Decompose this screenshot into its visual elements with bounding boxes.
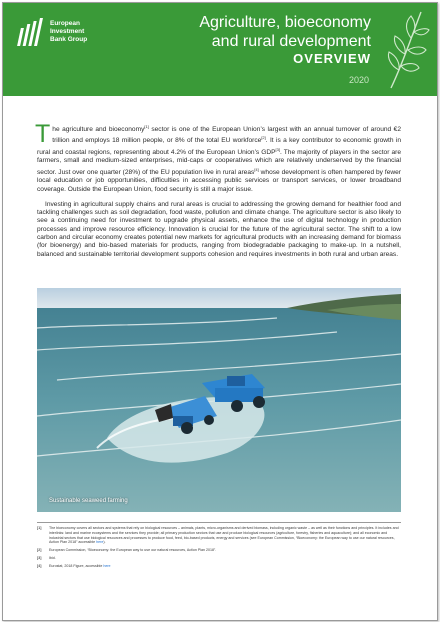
footnote-ref-4[interactable]: [4] <box>254 166 259 172</box>
footnote-number: [4] <box>37 563 42 568</box>
footnote-tail: ). <box>103 540 106 545</box>
header-banner <box>3 3 437 96</box>
footnote-link[interactable]: here <box>103 563 111 568</box>
footnote-1 <box>37 526 401 545</box>
logo-line-2: Investment <box>50 28 85 35</box>
p1-part-c: . It is a key contributor to economic growth in rural and coastal regions, representing about 4.2% of the European Union’s GDP <box>37 137 401 157</box>
footnote-text <box>49 526 401 545</box>
footnote-text <box>49 564 401 569</box>
footnote-body: The bioeconomy covers all sectors and systems that rely on biological resources – animals, plants, micro-organisms and derived biomass, including organic waste – as well as their functions and principles. It includes and interlinks: land and marine ecosystems and the services they provide; all primary production sectors that use and produce biological resources (agriculture, forestry, fisheries and aquaculture); and all economic and industrial sectors that use biological resources and processes to produce food, feed, bio-based products, energy and services (see European Commission, “Bioeconomy: the European way to use our natural resources, Action Plan 2018” accessible <box>49 526 399 545</box>
footnote-body: Ibid. <box>49 555 56 560</box>
seaweed-farming-photo <box>37 288 401 512</box>
footnote-divider <box>37 522 401 523</box>
p1-part-d: . The majority of players in the sector are farmers, small and medium-sized enterprises, mid-caps or cooperatives which are relatively underserved by the financial sector. Just over one quarter (28%) of the EU population live in rural areas <box>37 149 401 176</box>
year-label: 2020 <box>348 75 369 85</box>
body-text <box>35 120 402 266</box>
footnote-ref-3[interactable]: [3] <box>275 146 280 152</box>
overview-label: OVERVIEW <box>293 51 371 66</box>
title-line-2: and rural development <box>211 33 371 50</box>
title-line-1: Agriculture, bioeconomy <box>199 14 371 31</box>
p1-part-a: he agriculture and bioeconomy <box>52 126 145 134</box>
p1-part-e: whose development is often hampered by fewer local education or job opportunities, difficulties in accessing public services or transport services, or lower broadband coverage. Outside the European Union, food security is still a major issue. <box>37 168 401 193</box>
eib-logo-mark-icon <box>17 18 43 46</box>
footnote-body: European Commission, “Bioeconomy: the European way to use our natural resources, Action Plan 2018”. <box>49 548 217 553</box>
footnote-2 <box>37 548 401 553</box>
footnote-4 <box>37 564 401 569</box>
footnote-link[interactable]: here <box>96 540 104 545</box>
photo-illustration <box>37 288 401 512</box>
logo-line-3: Bank Group <box>50 36 88 43</box>
footnote-body: Eurostat, 2018 Figure, accessible <box>49 563 104 568</box>
p1-part-b: sector is one of the European Union’s largest with an annual turnover of around €2 trillion and employs 18 million people, or 8% of the total EU workforce <box>52 126 402 145</box>
footnote-3 <box>37 556 401 561</box>
paragraph-2: Investing in agricultural supply chains and rural areas is crucial to addressing the growing demand for healthier food and tackling challenges such as soil degradation, food waste, pollution and climate change. The agriculture sector is also likely to see a continuing need for investment to upgrade physical assets, enhance the use of digital technology in production processes and improve resource efficiency. Innovation is crucial for the future of the agricultural sector. The shift to a low carbon and circular economy creates potential new markets for agricultural products with an increasing demand for biomass (for bioenergy) and bio-based materials for products, ranging from biodegradable packaging to make-up. In a nutshell, balanced and sustainable territorial development supports cohesion and requires investments in both rural and urban areas. <box>37 200 401 258</box>
footnote-number: [3] <box>37 555 42 560</box>
logo-line-1: European <box>50 20 80 27</box>
photo-caption: Sustainable seaweed farming <box>49 498 128 504</box>
footnote-ref-1[interactable]: [1] <box>144 124 149 129</box>
paragraph-1 <box>35 120 402 194</box>
eib-logo-text <box>50 20 87 44</box>
footnote-number: [1] <box>37 526 42 530</box>
footnote-number: [2] <box>37 548 42 553</box>
footnote-ref-2[interactable]: [2] <box>261 135 266 141</box>
drop-cap: T <box>35 120 51 148</box>
eib-logo <box>17 18 87 46</box>
page-title <box>141 13 371 51</box>
leaf-branch-icon <box>381 8 431 90</box>
report-page <box>2 2 438 621</box>
footnotes <box>37 526 401 572</box>
